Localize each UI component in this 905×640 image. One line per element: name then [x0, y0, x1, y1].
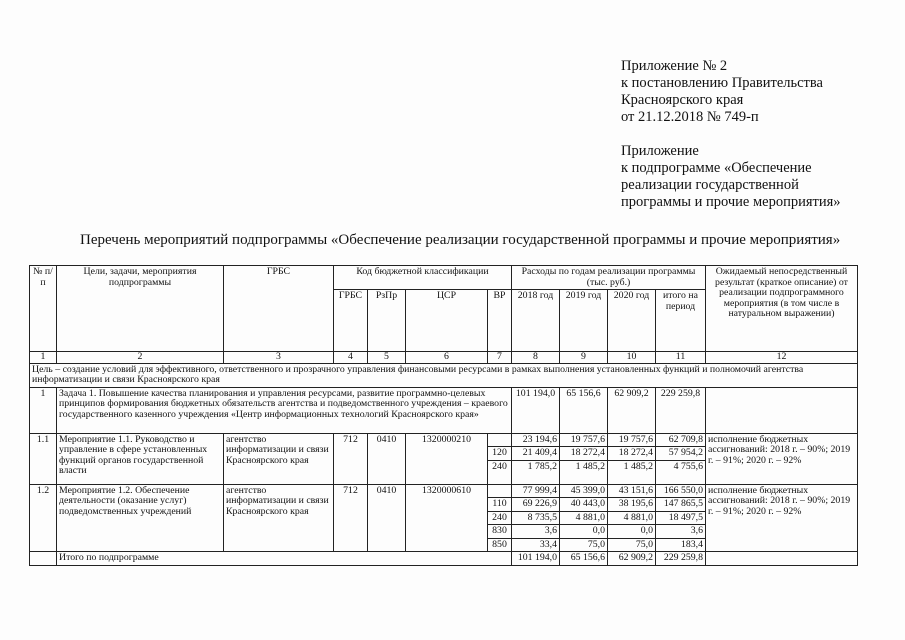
value-2020: 75,0: [608, 538, 656, 552]
measure-rzpr: 0410: [368, 433, 406, 484]
column-number: 10: [608, 352, 656, 364]
column-number: 8: [512, 352, 560, 364]
header-budget-code: Код бюджетной классификации: [334, 266, 512, 290]
measure-csr: 1320000610: [406, 484, 488, 552]
column-number: 7: [488, 352, 512, 364]
value-2018: 8 735,5: [512, 511, 560, 525]
total-num: [30, 552, 57, 566]
measures-table: [29, 265, 858, 566]
value-total: 3,6: [656, 525, 706, 539]
column-number: 12: [706, 352, 858, 364]
column-number: 11: [656, 352, 706, 364]
header-num: № п/п: [30, 266, 57, 352]
appendix-line: программы и прочие мероприятия»: [621, 194, 841, 210]
value-2018: 69 226,9: [512, 498, 560, 512]
appendix-line: Приложение № 2: [621, 58, 728, 74]
measure-num: 1.1: [30, 433, 57, 484]
measure-vr: [488, 484, 512, 498]
task-result: [706, 387, 858, 433]
column-number: 2: [57, 352, 224, 364]
value-2019: 75,0: [560, 538, 608, 552]
measure-vr: 830: [488, 525, 512, 539]
value-2020: 19 757,6: [608, 433, 656, 447]
task-2020: 62 909,2: [608, 387, 656, 433]
value-2018: 3,6: [512, 525, 560, 539]
header-goals: Цели, задачи, мероприятия подпрограммы: [57, 266, 224, 352]
header-vr: ВР: [488, 290, 512, 352]
value-2019: 18 272,4: [560, 447, 608, 461]
column-number: 6: [406, 352, 488, 364]
task-2019: 65 156,6: [560, 387, 608, 433]
total-result: [706, 552, 858, 566]
measure-vr: [488, 433, 512, 447]
value-2018: 33,4: [512, 538, 560, 552]
value-2020: 38 195,6: [608, 498, 656, 512]
header-2019: 2019 год: [560, 290, 608, 352]
appendix-line: к постановлению Правительства: [621, 75, 823, 91]
total-2018: 101 194,0: [512, 552, 560, 566]
document-title: Перечень мероприятий подпрограммы «Обеспечение реализации государственной программы и прочие мероприятия»: [80, 232, 841, 248]
task-num: 1: [30, 387, 57, 433]
value-2019: 0,0: [560, 525, 608, 539]
appendix-line: реализации государственной: [621, 177, 799, 193]
value-2019: 45 399,0: [560, 484, 608, 498]
value-total: 18 497,5: [656, 511, 706, 525]
appendix-line: Приложение: [621, 143, 699, 159]
total-2020: 62 909,2: [608, 552, 656, 566]
column-number: 9: [560, 352, 608, 364]
measure-csr: 1320000210: [406, 433, 488, 484]
measure-vr: 850: [488, 538, 512, 552]
measure-result: исполнение бюджетных ассигнований: 2018 г. – 90%; 2019 г. – 91%; 2020 г. – 92%: [706, 484, 858, 552]
value-2020: 4 881,0: [608, 511, 656, 525]
value-2019: 4 881,0: [560, 511, 608, 525]
value-2018: 77 999,4: [512, 484, 560, 498]
total-sum: 229 259,8: [656, 552, 706, 566]
task-text: Задача 1. Повышение качества планирования и управления ресурсами, развитие программно-целевых принципов формирования бюджетных обязательств агентства и подведомственного учреждения – краевого государственного казенного учреждения «Центр информационных технологий Красноярского края»: [57, 387, 512, 433]
appendix-line: к подпрограмме «Обеспечение: [621, 160, 812, 176]
value-total: 147 865,5: [656, 498, 706, 512]
header-grbs-code: ГРБС: [334, 290, 368, 352]
value-2019: 1 485,2: [560, 460, 608, 484]
measure-result: исполнение бюджетных ассигнований: 2018 г. – 90%; 2019 г. – 91%; 2020 г. – 92%: [706, 433, 858, 484]
measure-vr: 240: [488, 460, 512, 484]
value-2018: 1 785,2: [512, 460, 560, 484]
measure-grbs: агентство информатизации и связи Красноярского края: [224, 484, 334, 552]
appendix-line: Красноярского края: [621, 92, 744, 108]
column-number: 5: [368, 352, 406, 364]
value-2020: 18 272,4: [608, 447, 656, 461]
column-number: 4: [334, 352, 368, 364]
measure-text: Мероприятие 1.1. Руководство и управление в сфере установленных функций органов государственной власти: [57, 433, 224, 484]
measure-num: 1.2: [30, 484, 57, 552]
total-label: Итого по подпрограмме: [57, 552, 512, 566]
task-total: 229 259,8: [656, 387, 706, 433]
column-number: 1: [30, 352, 57, 364]
appendix-line: от 21.12.2018 № 749-п: [621, 109, 759, 125]
goal-row: Цель – создание условий для эффективного, ответственного и прозрачного управления финансовыми ресурсами в рамках выполнения установленных функций и полномочий агентства информатизации и связи Красноярского края: [30, 363, 858, 387]
value-2019: 40 443,0: [560, 498, 608, 512]
total-2019: 65 156,6: [560, 552, 608, 566]
appendix-header: [621, 58, 841, 211]
header-result: Ожидаемый непосредственный результат (краткое описание) от реализации подпрограммного мероприятия (в том числе в натуральном выражении): [706, 266, 858, 352]
value-total: 62 709,8: [656, 433, 706, 447]
value-2020: 43 151,6: [608, 484, 656, 498]
value-total: 4 755,6: [656, 460, 706, 484]
value-total: 57 954,2: [656, 447, 706, 461]
measure-vr: 120: [488, 447, 512, 461]
header-rzpr: РзПр: [368, 290, 406, 352]
header-total: итого на период: [656, 290, 706, 352]
value-2020: 0,0: [608, 525, 656, 539]
task-2018: 101 194,0: [512, 387, 560, 433]
value-2018: 21 409,4: [512, 447, 560, 461]
measure-vr: 240: [488, 511, 512, 525]
header-2020: 2020 год: [608, 290, 656, 352]
measure-vr: 110: [488, 498, 512, 512]
header-grbs: ГРБС: [224, 266, 334, 352]
measure-text: Мероприятие 1.2. Обеспечение деятельности (оказание услуг) подведомственных учреждений: [57, 484, 224, 552]
header-expenses: Расходы по годам реализации программы (тыс. руб.): [512, 266, 706, 290]
value-total: 183,4: [656, 538, 706, 552]
measure-grbs: агентство информатизации и связи Красноярского края: [224, 433, 334, 484]
column-number: 3: [224, 352, 334, 364]
measure-grbs-code: 712: [334, 433, 368, 484]
value-2020: 1 485,2: [608, 460, 656, 484]
value-2018: 23 194,6: [512, 433, 560, 447]
value-total: 166 550,0: [656, 484, 706, 498]
measure-grbs-code: 712: [334, 484, 368, 552]
header-csr: ЦСР: [406, 290, 488, 352]
measure-rzpr: 0410: [368, 484, 406, 552]
header-2018: 2018 год: [512, 290, 560, 352]
value-2019: 19 757,6: [560, 433, 608, 447]
